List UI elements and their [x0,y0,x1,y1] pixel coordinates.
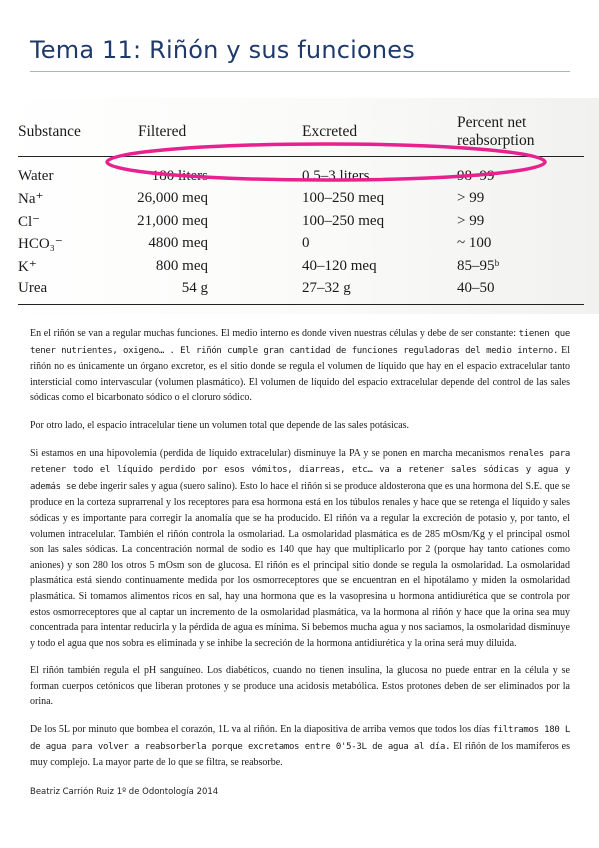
table-row [18,278,584,305]
cell-filtered: 180 liters [151,167,208,184]
cell-substance: Water [18,167,54,184]
cell-filtered: 4800 meq [148,235,208,252]
cell-reabsorption: 40–50 [457,278,584,305]
cell-excreted: 100–250 meq [302,190,385,207]
cell-reabsorption: 85–95ᵇ [457,257,500,274]
reabsorption-table [18,102,584,305]
title-divider [30,71,570,72]
cell-excreted: 40–120 meq [302,257,377,274]
paragraph-5: De los 5L por minuto que bombea el corazón, 1L va al riñón. En la diapositiva de arriba vemos que todos los días filtramos 180 L de agua para volver a reabsorberla porque excretamos entre 0'5-3L de agua al día. El riñón de los mamíferos es muy complejo. La mayor parte de lo que se filtra, se reabsorbe. [30,724,570,769]
cell-substance: K⁺ [18,258,37,275]
paragraph-2: Por otro lado, el espacio intracelular tiene un volumen total que depende de las sales potásicas. [30,419,410,431]
cell-reabsorption: > 99 [457,190,485,207]
water-row-highlight-ellipse [102,140,550,184]
page-title: Tema 11: Riñón y sus funciones [30,36,415,64]
cell-reabsorption: > 99 [457,212,485,229]
cell-excreted: 0.5–3 liters [302,167,370,184]
cell-substance: Cl⁻ [18,213,41,230]
col-reabsorption: Percent net reabsorption [457,102,584,157]
cell-substance: Urea [18,278,130,305]
cell-filtered: 54 g [130,278,302,305]
table-row [18,210,584,233]
cell-substance: HCO₃⁻ [18,236,63,253]
cell-reabsorption: ~ 100 [457,235,492,252]
paragraph-4: El riñón también regula el pH sanguíneo. Los diabéticos, cuando no tienen insulina, la glucosa no puede entrar en la célula y se forman cuerpos cetónicos que liberan protones y se produce una acidosis metabólica. Estos protones deben de ser eliminados por la orina. [30,665,570,708]
table-row [18,233,584,256]
col-filtered: Filtered [130,102,302,157]
table-row [18,255,584,278]
col-excreted: Excreted [302,102,457,157]
cell-filtered: 21,000 meq [137,212,208,229]
paragraph-1: En el riñón se van a regular muchas funciones. El medio interno es donde viven nuestras células y debe de ser constante: tienen que tener nutrientes, oxigeno… . El riñón cumple gran cantidad de funciones reguladoras del medio interno. El riñón no es únicamente un órgano excretor, es el sitio donde se regula el volumen de líquido que hay en el espacio extracelular tanto intersticial como intervascular (volumen plasmático). El volumen de líquido del espacio extracelular depende del control de las sales sódicas como el bicarbonato sódico o el cloruro sódico. [30,328,571,404]
page-footer: Beatriz Carrión Ruiz 1º de Odontología 2014 [30,787,219,797]
cell-filtered: 26,000 meq [137,190,208,207]
paragraph-3: Si estamos en una hipovolemia (perdida de líquido extracelular) disminuye la PA y se ponen en marcha mecanismos renales para retener todo el líquido perdido por esos vómitos, diarreas, etc… va a retener sales sódicas y agua y además se debe ingerir sales y agua (suero salino). Esto lo hace el riñón si se produce aldosterona que es una hormona del S.E. que se produce en la corteza suprarrenal y los receptores para esa hormona está en los túbulos renales y hace que se retenga el líquido y sales sódicas y es importante para corregir la anomalía que se ha producido. El riñón va a regular la excreción de potasio y, por tanto, el volumen intracelular. También el riñón controla la osmolariad. La osmolaridad plasmática es de 285 mOsm/Kg y el principal osmol son las sales sódicas. La concentración normal de sodio es 140 que hay que multiplicarlo por 2 (porque hay tanto cationes como aniones) y son 280 los otros 5 mOsm son de glucosa. El riñón es el principal sitio donde se regula la osmolaridad. La osmolaridad plasmática está siendo continuamente medida por los osmorreceptores que se encuentran en el hipotálamo y miden la osmolaridad plasmática. Si tomamos alimentos ricos en sal, hay una hormona que es la vasopresina u hormona antidiurética que se controla por estos osmorreceptores que al captar un incremento de la osmolaridad plasmática, va la hormona al riñón y hace que la orina sea muy concentrada para intentar reducirla y la pérdida de agua es mínima. Si bebemos mucha agua y nos saciamos, la osmolaridad disminuye y todo el agua que nos sobra es eliminada y se inhibe la secreción de la hormona antidiurética y la orina será muy diluida. [30,447,570,649]
cell-excreted: 100–250 meq [302,212,385,229]
cell-excreted: 0 [302,235,310,252]
body-text [30,326,570,783]
cell-substance: Na⁺ [18,191,44,208]
cell-excreted: 27–32 g [302,278,457,305]
cell-filtered: 800 meq [155,257,208,274]
cell-reabsorption: 98–99 [457,167,495,184]
table-row [18,188,584,211]
col-substance: Substance [18,102,130,157]
